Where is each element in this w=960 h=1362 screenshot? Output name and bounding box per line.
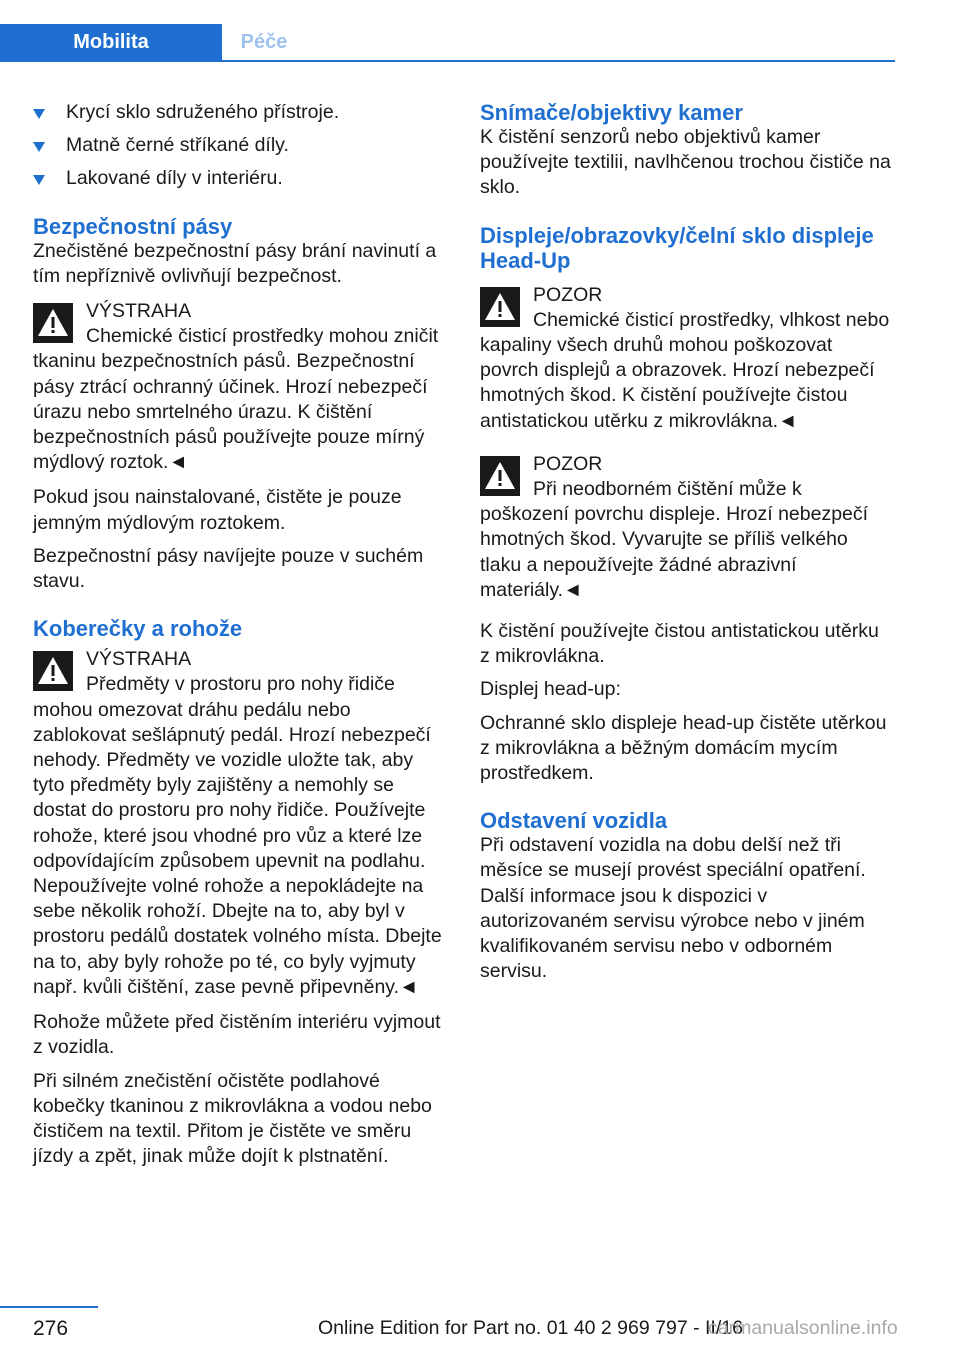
warning-text: Chemické čisticí prostředky mohou zničit tkaninu bezpečnostních pásů. Bezpečnostní pásy ztrácí ochranný účinek. Hrozí nebezpečí úrazu nebo smrtelného úrazu. K čištění bezpečnostních pásů používejte pouze mírný mýdlový roztok.◄ <box>33 325 439 474</box>
caution-box <box>480 452 893 603</box>
section-seatbelts <box>33 214 448 595</box>
footer-rule <box>0 1306 98 1308</box>
section-mats <box>33 616 448 1169</box>
warning-triangle-icon <box>33 651 73 691</box>
paragraph: Rohože můžete před čistěním interiéru vyjmout z vozidla. <box>33 1011 441 1059</box>
paragraph: Znečistěné bezpečnostní pásy brání navinutí a tím nepříznivě ovlivňují bezpečnost. <box>33 239 437 287</box>
paragraph: K čistění používejte čistou antistatickou utěrku z mikrovlákna. <box>480 620 879 668</box>
section-title: Koberečky a rohože <box>33 616 243 642</box>
tab-mobilita[interactable]: Mobilita <box>0 24 222 60</box>
paragraph: K čistění senzorů nebo objektivů kamer používejte textilii, navlhčenou trochou čističe na sklo. <box>480 126 891 199</box>
paragraph: Ochranné sklo displeje head-up čistěte utěrkou z mikrovlákna a běžným domácím mycím prostředkem. <box>480 711 887 785</box>
edition-note: Online Edition for Part no. 01 40 2 969 797 - II/16 <box>318 1317 743 1339</box>
section-title: Displeje/obrazovky/čelní sklo displeje Head-Up <box>480 222 874 273</box>
caution-text: Při neodborném čištění může k poškození povrchu displeje. Hrozí nebezpečí hmotných škod. Vyvarujte se příliš velkého tlaku a nepoužívejte žádné abrazivní materiály.◄ <box>480 478 869 601</box>
triangle-bullet-icon <box>33 109 45 119</box>
paragraph: Při odstavení vozidla na dobu delší než tři měsíce se musejí provést speciální opatření. Další informace jsou k dispozici v autorizovaném servisu výrobce nebo v jiném kvalifikovaném servisu nebo v odborném servisu. <box>480 834 866 983</box>
header-rule <box>0 60 895 62</box>
triangle-bullet-icon <box>33 142 45 152</box>
section-title: Bezpečnostní pásy <box>33 213 233 239</box>
caution-text: Chemické čisticí prostředky, vlhkost nebo kapaliny všech druhů mohou poškozovat povrch displejů a obrazovek. Hrozí nebezpečí hmotných škod. K čistění používejte čistou antistatickou utěrku z mikrovlákna.◄ <box>480 308 890 432</box>
section-title: Odstavení vozidla <box>480 808 668 834</box>
warning-triangle-icon <box>33 303 73 343</box>
warning-title: VÝSTRAHA <box>86 300 192 323</box>
warning-box <box>33 647 448 1000</box>
list-item: Lakované díly v interiéru. <box>33 166 448 191</box>
section-title: Snímače/objektivy kamer <box>480 100 743 125</box>
triangle-bullet-icon <box>33 175 45 185</box>
paragraph: Při silném znečistění očistěte podlahové kobečky tkaninou z mikrovlákna a vodou nebo čističem na textil. Přitom je čistěte ve směru jízdy a zpět, jinak může dojít k plstnatění. <box>33 1069 432 1168</box>
caution-title: POZOR <box>533 452 603 475</box>
paragraph: Pokud jsou nainstalované, čistěte je pouze jemným mýdlovým roztokem. <box>33 486 402 534</box>
paragraph: Displej head-up: <box>480 678 621 701</box>
page-number: 276 <box>33 1317 69 1340</box>
section-displays <box>480 223 893 787</box>
warning-title: VÝSTRAHA <box>86 648 192 671</box>
section-cameras <box>480 100 893 201</box>
warning-triangle-icon <box>480 456 520 496</box>
list-item: Matně černé stříkané díly. <box>33 133 448 158</box>
tab-pece[interactable]: Péče <box>222 24 306 60</box>
section-storage <box>480 808 893 984</box>
right-column <box>480 100 893 992</box>
left-column <box>33 100 448 1177</box>
list-item: Krycí sklo sdruženého přístroje. <box>33 100 448 125</box>
warning-box <box>33 299 448 475</box>
header-tabs <box>0 24 895 62</box>
paragraph: Bezpečnostní pásy navíjejte pouze v suchém stavu. <box>33 544 424 593</box>
warning-triangle-icon <box>480 287 520 327</box>
watermark: carmanualsonline.info <box>708 1317 898 1339</box>
caution-title: POZOR <box>533 283 603 306</box>
bullet-list <box>33 100 448 192</box>
caution-box <box>480 283 893 434</box>
warning-text: Předměty v prostoru pro nohy řidiče mohou omezovat dráhu pedálu nebo zablokovat sešlápnutý pedál. Hrozí nebezpečí nehody. Předměty ve vozidle uložte tak, aby tyto předměty byly zajištěny a nemohly se dostat do prostoru pro nohy řidiče. Používejte rohože, které jsou vhodné pro vůz a které lze odpovídajícím způsobem upevnit na podlahu. Nepoužívejte volné rohože a nepokládejte na sebe několik rohoží. Dbejte na to, aby byl v prostoru pedálů dostatek volného místa. Dbejte na to, aby byly rohože po té, co byly vyjmuty např. kvůli čištění, zase pevně připevněny.◄ <box>33 673 442 998</box>
